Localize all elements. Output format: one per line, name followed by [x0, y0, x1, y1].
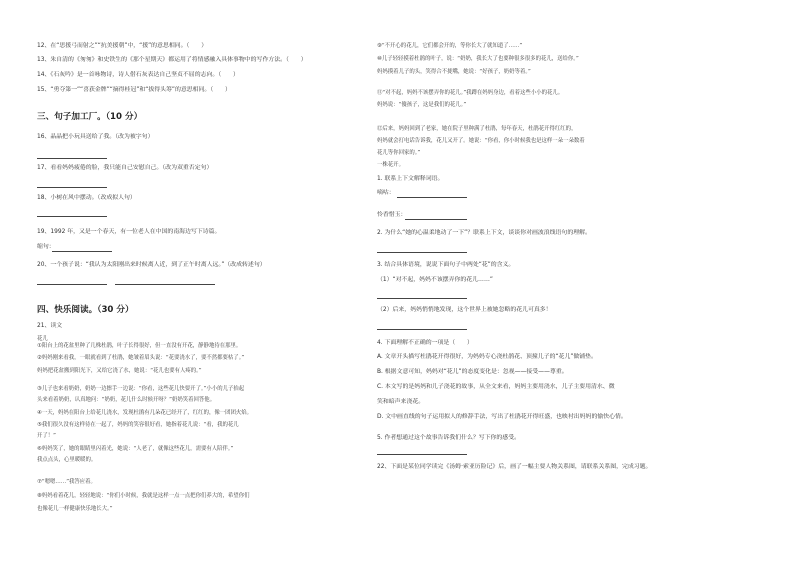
reading-question-5: 5. 作者想通过这个故事告诉我们什么？写下你的感受。 — [377, 435, 520, 441]
answer-line-rq3-1[interactable] — [377, 298, 467, 299]
reading-paragraph-8b: 也像花儿一样健康快乐地长大。” — [37, 506, 113, 512]
question-16: 16、晶晶把小玩具送给了我。（改为被字句） — [37, 134, 154, 140]
reading-question-1-term-1: 嘀咕： — [377, 190, 395, 196]
answer-line-rq3-2[interactable] — [377, 329, 467, 330]
reading-question-3-item-1: （1）“对不起，妈妈不该摆弄你的花儿……” — [377, 277, 493, 283]
reading-paragraph-6b: 我点点头，心里暖暖的。 — [37, 457, 97, 463]
reading-paragraph-6a: ⑥妈妈笑了，她的眼睛里闪着光，她说：“人老了，就像这些花儿，需要有人陪伴。” — [37, 446, 234, 452]
reading-paragraph-5b: 开了！” — [37, 433, 56, 439]
answer-line-rq5[interactable] — [377, 454, 467, 455]
reading-paragraph-10a: ⑩儿子轻轻摸着杜鹃的叶子，说：“奶奶，我长大了也要种很多很多的花儿，送给你。” — [377, 56, 579, 62]
question-19-prompt: 缩句： — [37, 244, 55, 250]
reading-question-3-item-2: （2）后来，妈妈悄悄地发现，这个世界上被她忽略的花儿可真多！ — [377, 307, 552, 313]
reading-paragraph-12d: 一株花开。 — [377, 162, 404, 168]
reading-title: 花儿 — [37, 336, 48, 342]
answer-line-term-1[interactable] — [397, 197, 467, 198]
answer-line-19[interactable] — [52, 251, 112, 252]
question-15: 15、“勇夺第一”“喜获金牌”“摘得桂冠”和“拔得头筹”的意思相同。（ ） — [37, 87, 231, 93]
question-17: 17、看看妈妈疲倦的脸，我只能自己安慰自己。（改为双重否定句） — [37, 165, 213, 171]
reading-question-4-option-b[interactable]: B. 根据文意可知，妈妈对“花儿”的态度变化是：忽视——接受——尊重。 — [377, 369, 568, 375]
reading-paragraph-12b: 妈妈就会打电话告诉我，花儿又开了。她说：“你看，你小时候我也是这样一朵一朵数着 — [377, 138, 585, 144]
answer-line-term-2[interactable] — [405, 219, 467, 220]
question-18: 18、小树在风中摆动。（改成拟人句） — [37, 195, 136, 201]
question-22: 22、下面是某位同学读完《汤姆·索亚历险记》后，画了一幅主要人物关系图，请联系关系图，完成习题。 — [377, 464, 652, 470]
reading-paragraph-10b: 妈妈摸着儿子的头，笑得合不拢嘴，她说：“好孩子，奶奶等着。” — [377, 69, 531, 75]
answer-line-20b[interactable] — [115, 284, 215, 285]
reading-question-4: 4. 下面理解不正确的一项是（ ） — [377, 340, 473, 346]
reading-paragraph-9: ⑨“不开心的花儿，它们都会开的，等你长大了就知道了……” — [377, 43, 523, 49]
reading-paragraph-12c: 花儿等你回家的。” — [377, 150, 421, 156]
question-20: 20、一个孩子说：“我认为太阳刚出来时候离人近，到了正午时离人远。”（改成转述句） — [37, 262, 266, 268]
reading-paragraph-8a: ⑧妈妈看着花儿，轻轻地说：“你们小时候，我就是这样一点一点把你们养大的，希望你们 — [37, 493, 250, 499]
reading-paragraph-12a: ⑫后来，妈妈回到了老家，她在院子里种满了杜鹃，每年春天，杜鹃花开得红红的， — [377, 126, 577, 132]
reading-question-4-option-d[interactable]: D. 文中画直线的句子运用拟人的修辞手法，写出了杜鹃花开得旺盛，也映衬出妈妈的愉快心情。 — [377, 414, 627, 420]
reading-question-2: 2. 为什么“她的心温柔地动了一下”？联系上下文，谈谈你对画波浪线语句的理解。 — [377, 230, 591, 236]
question-14: 14、《石灰吟》是一首咏物诗，诗人借石灰表达自己坚贞不屈的志向。（ ） — [37, 72, 239, 78]
reading-paragraph-4: ④一天，妈妈在阳台上给花儿浇水，发现杜鹃有几朵花已经开了，红红的，像一团团火焰。 — [37, 410, 253, 416]
reading-question-1-term-2: 怜香惜玉： — [377, 212, 407, 218]
reading-question-4-option-c[interactable]: C. 本文写的是妈妈和儿子浇花的故事，从全文来看，妈妈主要用浇水，儿子主要用清水、微 — [377, 384, 615, 390]
question-13: 13、朱自清的《匆匆》和史铁生的《那个星期天》都运用了将情感融入具体事物中的写作方法。（ ） — [37, 57, 307, 63]
question-19: 19、1992 年，又是一个春天，有一位老人在中国的南海边写下诗篇。 — [37, 229, 221, 235]
answer-line-18[interactable] — [37, 216, 107, 217]
reading-question-1: 1. 联系上下文解释词语。 — [377, 176, 444, 182]
answer-line-20a[interactable] — [37, 284, 107, 285]
reading-paragraph-11a: ⑪“对不起，妈妈不该摆弄你的花儿。”我蹲在妈妈身边，看着这些小小的花儿。 — [377, 90, 564, 96]
reading-paragraph-2a: ②妈妈刚来看我，一眼就看到了杜鹃，她皱着眉头说：“花要浇水了，要不然都要枯了。” — [37, 355, 245, 361]
question-21: 21、读文 — [37, 323, 63, 329]
reading-paragraph-1: ①阳台上的花盆里种了几株杜鹃，叶子长得很好，但一直没有开花，静静地待在那里。 — [37, 343, 242, 349]
question-12: 12、在“思援弓而射之”“抗美援朝”中，“援”的意思相同。（ ） — [37, 43, 208, 49]
reading-paragraph-3b: 头来看着奶奶，认真地问：“奶奶，花儿什么时候开呀？”奶奶笑着回答他。 — [37, 397, 216, 403]
reading-question-4-option-a[interactable]: A. 文章开头描写杜鹃花开得很好，为妈妈专心浇杜鹃花、顶撞儿子的“花儿”做铺垫。 — [377, 354, 597, 360]
reading-question-4-option-c-cont: 笑和暗声来浇花。 — [377, 399, 425, 405]
reading-paragraph-2b: 妈妈把花盆搬到阳光下，又给它浇了水，她说：“花儿也要有人疼的。” — [37, 368, 202, 374]
reading-question-3: 3. 结合具体语境，说说下面句子中两处“花”的含义。 — [377, 262, 515, 268]
reading-paragraph-7: ⑦“嗯嗯……”我答应着。 — [37, 479, 96, 485]
reading-paragraph-11b: 妈妈说：“傻孩子，这是我们的花儿。” — [377, 102, 467, 108]
right-column — [377, 0, 794, 562]
section-3-heading: 三、句子加工厂。（10 分） — [37, 112, 143, 122]
answer-line-16[interactable] — [37, 158, 107, 159]
reading-paragraph-5a: ⑤我们很久没有这样待在一起了，妈妈的笑容很好看，她指着花儿说：“看，我的花儿 — [37, 422, 239, 428]
answer-line-17[interactable] — [37, 187, 107, 188]
reading-paragraph-3a: ③儿子也来看奶奶，奶奶一边擦手一边说：“你看，这些花儿快要开了。”小小的儿子抬起 — [37, 386, 245, 392]
answer-line-rq2[interactable] — [377, 252, 467, 253]
section-4-heading: 四、快乐阅读。（30 分） — [37, 305, 134, 315]
